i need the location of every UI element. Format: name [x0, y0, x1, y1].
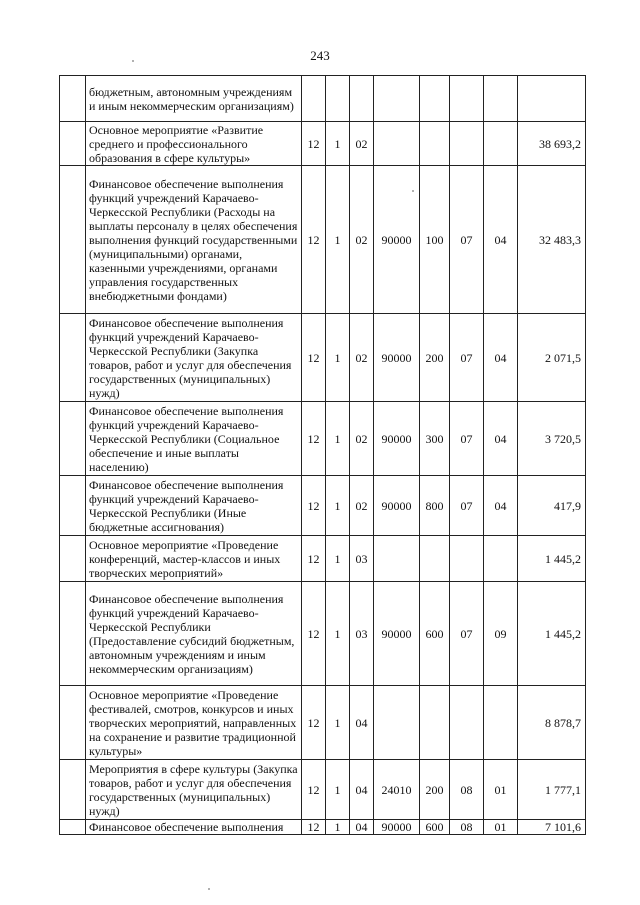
row-amount: 417,9	[518, 476, 586, 536]
row-description: Основное мероприятие «Проведение фестивалей, смотров, конкурсов и иных творческих мероприятий, направленных на сохранение и развитие традиционной культуры»	[86, 686, 302, 760]
row-subsection: 01	[484, 760, 518, 820]
row-subsection	[484, 686, 518, 760]
row-direction: 90000	[374, 166, 420, 314]
row-direction: 90000	[374, 582, 420, 686]
row-description: Финансовое обеспечение выполнения функций учреждений Карачаево-Черкесской Республики (Иные бюджетные ассигнования)	[86, 476, 302, 536]
row-direction: 90000	[374, 476, 420, 536]
row-description: Финансовое обеспечение выполнения функций учреждений Карачаево-Черкесской Республики (Предоставление субсидий бюджетным, автономным учреждениям и иным некоммерческим организациям)	[86, 582, 302, 686]
row-subprogram: 1	[326, 760, 350, 820]
row-program: 12	[302, 582, 326, 686]
row-main-event: 02	[350, 122, 374, 166]
row-program: 12	[302, 476, 326, 536]
row-subprogram: 1	[326, 402, 350, 476]
row-program: 12	[302, 402, 326, 476]
row-expense-type: 800	[420, 476, 450, 536]
table-row	[60, 536, 586, 582]
table-row	[60, 582, 586, 686]
row-amount	[518, 76, 586, 122]
row-expense-type: 100	[420, 166, 450, 314]
row-subsection: 04	[484, 314, 518, 402]
row-index-cell	[60, 122, 86, 166]
row-description: бюджетным, автономным учреждениям и иным некоммерческим организациям)	[86, 76, 302, 122]
row-main-event: 04	[350, 686, 374, 760]
row-index-cell	[60, 820, 86, 835]
row-subprogram: 1	[326, 166, 350, 314]
row-index-cell	[60, 166, 86, 314]
row-amount: 2 071,5	[518, 314, 586, 402]
table-row	[60, 686, 586, 760]
row-subprogram: 1	[326, 582, 350, 686]
row-amount: 38 693,2	[518, 122, 586, 166]
row-subprogram: 1	[326, 314, 350, 402]
row-direction	[374, 686, 420, 760]
row-description: Основное мероприятие «Проведение конференций, мастер-классов и иных творческих мероприятий»	[86, 536, 302, 582]
row-section: 07	[450, 582, 484, 686]
row-amount: 32 483,3	[518, 166, 586, 314]
row-expense-type: 300	[420, 402, 450, 476]
row-program: 12	[302, 820, 326, 835]
row-program: 12	[302, 760, 326, 820]
row-direction: 90000	[374, 314, 420, 402]
row-program: 12	[302, 536, 326, 582]
row-direction: 90000	[374, 820, 420, 835]
scan-speck	[132, 60, 134, 62]
row-description: Финансовое обеспечение выполнения	[86, 820, 302, 835]
row-subsection: 04	[484, 166, 518, 314]
row-section	[450, 536, 484, 582]
row-main-event: 04	[350, 760, 374, 820]
row-subsection: 04	[484, 402, 518, 476]
row-program: 12	[302, 686, 326, 760]
row-main-event: 02	[350, 314, 374, 402]
row-subprogram: 1	[326, 686, 350, 760]
row-expense-type	[420, 536, 450, 582]
row-program: 12	[302, 122, 326, 166]
row-program: 12	[302, 314, 326, 402]
scan-speck	[208, 888, 210, 890]
row-subprogram: 1	[326, 536, 350, 582]
row-amount: 7 101,6	[518, 820, 586, 835]
row-index-cell	[60, 582, 86, 686]
row-expense-type: 600	[420, 820, 450, 835]
row-amount: 3 720,5	[518, 402, 586, 476]
table-row	[60, 122, 586, 166]
row-direction	[374, 76, 420, 122]
row-description: Финансовое обеспечение выполнения функций учреждений Карачаево-Черкесской Республики (Расходы на выплаты персоналу в целях обеспечения выполнения функций государственными (муниципальными) органами, казенными учреждениями, органами управления государственных внебюджетными фондами)	[86, 166, 302, 314]
row-section: 08	[450, 760, 484, 820]
table-row	[60, 76, 586, 122]
row-section: 07	[450, 476, 484, 536]
row-index-cell	[60, 536, 86, 582]
row-section: 07	[450, 402, 484, 476]
row-expense-type: 200	[420, 314, 450, 402]
row-index-cell	[60, 686, 86, 760]
table-row	[60, 476, 586, 536]
row-index-cell	[60, 314, 86, 402]
scan-speck	[412, 190, 414, 192]
row-amount: 8 878,7	[518, 686, 586, 760]
row-description: Финансовое обеспечение выполнения функций учреждений Карачаево-Черкесской Республики (Социальное обеспечение и иные выплаты населению)	[86, 402, 302, 476]
row-direction: 24010	[374, 760, 420, 820]
row-amount: 1 445,2	[518, 536, 586, 582]
row-subprogram: 1	[326, 122, 350, 166]
table-row	[60, 402, 586, 476]
row-main-event: 03	[350, 536, 374, 582]
row-description: Финансовое обеспечение выполнения функций учреждений Карачаево-Черкесской Республики (Закупка товаров, работ и услуг для обеспечения государственных (муниципальных) нужд)	[86, 314, 302, 402]
row-direction	[374, 536, 420, 582]
row-subsection	[484, 76, 518, 122]
row-program	[302, 76, 326, 122]
row-subsection	[484, 536, 518, 582]
row-subprogram: 1	[326, 820, 350, 835]
row-main-event	[350, 76, 374, 122]
row-section: 08	[450, 820, 484, 835]
row-expense-type	[420, 122, 450, 166]
row-main-event: 02	[350, 476, 374, 536]
row-index-cell	[60, 476, 86, 536]
row-main-event: 04	[350, 820, 374, 835]
row-expense-type: 200	[420, 760, 450, 820]
row-index-cell	[60, 760, 86, 820]
row-index-cell	[60, 76, 86, 122]
row-main-event: 03	[350, 582, 374, 686]
table-row	[60, 820, 586, 835]
row-section	[450, 122, 484, 166]
row-direction: 90000	[374, 402, 420, 476]
table-row	[60, 760, 586, 820]
row-index-cell	[60, 402, 86, 476]
row-direction	[374, 122, 420, 166]
row-amount: 1 777,1	[518, 760, 586, 820]
row-expense-type	[420, 76, 450, 122]
row-section	[450, 686, 484, 760]
table-row	[60, 314, 586, 402]
row-section: 07	[450, 314, 484, 402]
page-number: 243	[310, 48, 330, 63]
row-section	[450, 76, 484, 122]
row-program: 12	[302, 166, 326, 314]
row-subsection: 01	[484, 820, 518, 835]
row-main-event: 02	[350, 166, 374, 314]
row-subsection	[484, 122, 518, 166]
row-expense-type: 600	[420, 582, 450, 686]
row-description: Основное мероприятие «Развитие среднего и профессионального образования в сфере культуры»	[86, 122, 302, 166]
row-subsection: 04	[484, 476, 518, 536]
row-subprogram	[326, 76, 350, 122]
row-main-event: 02	[350, 402, 374, 476]
row-expense-type	[420, 686, 450, 760]
row-description: Мероприятия в сфере культуры (Закупка товаров, работ и услуг для обеспечения государственных (муниципальных) нужд)	[86, 760, 302, 820]
table-row	[60, 166, 586, 314]
budget-table	[59, 75, 586, 835]
row-subsection: 09	[484, 582, 518, 686]
row-subprogram: 1	[326, 476, 350, 536]
row-section: 07	[450, 166, 484, 314]
row-amount: 1 445,2	[518, 582, 586, 686]
